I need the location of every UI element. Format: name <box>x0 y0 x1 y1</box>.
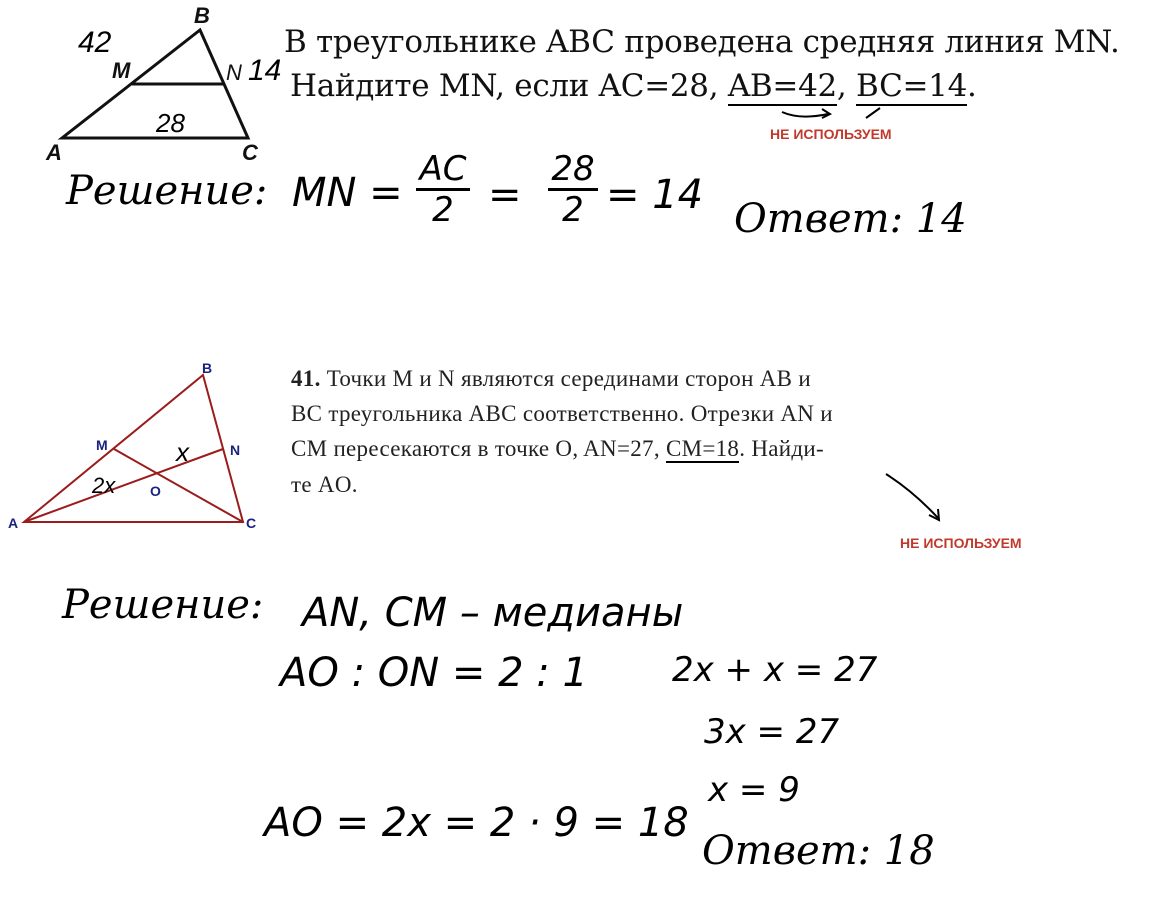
problem2-line1 <box>291 366 811 392</box>
not-used-tag-2: НЕ ИСПОЛЬЗУЕМ <box>900 535 1022 551</box>
triangle-abc-2 <box>24 375 243 522</box>
vertex-n2-label: N <box>230 442 241 458</box>
problem1-period: . <box>967 68 977 104</box>
problem1-separator: , <box>836 68 857 104</box>
vertex-o2-label: O <box>150 483 161 499</box>
vertex-m2-label: M <box>96 437 108 453</box>
fraction-numerator: AC <box>419 149 467 189</box>
problem2-line4: те AO. <box>291 472 358 497</box>
vertex-n-label: N <box>226 60 242 85</box>
bc-value-underlined: BC=14 <box>856 68 968 104</box>
vertex-b-label: B <box>194 3 210 28</box>
fraction2-denominator: 2 <box>562 190 584 230</box>
solution2-medians: AN, CM – медианы <box>302 590 684 636</box>
vertex-a-label: A <box>46 140 62 165</box>
handwritten-2x: 2x <box>92 473 116 498</box>
solution2-3x: 3x = 27 <box>704 712 840 752</box>
ab-value-underlined: AB=42 <box>727 68 837 104</box>
answer-1: Ответ: 14 <box>734 196 967 242</box>
problem1-line2 <box>290 68 977 104</box>
problem2-line1-text: Точки M и N являются серединами сторон AB и <box>320 366 811 391</box>
solution1-result: = 14 <box>606 172 704 218</box>
not-used-tag-1: НЕ ИСПОЛЬЗУЕМ <box>770 126 892 142</box>
solution1-mn: MN = <box>292 170 403 216</box>
solution1-equals: = <box>488 172 522 218</box>
triangle-figure-1 <box>40 0 290 170</box>
problem2-line3-suffix: . Найди- <box>739 436 824 461</box>
handwritten-28: 28 <box>156 108 185 138</box>
solution2-equation: 2x + x = 27 <box>672 650 878 690</box>
solution-label-2: Решение: <box>62 582 264 628</box>
vertex-a2-label: A <box>8 515 19 531</box>
problem1-line2-prefix: Найдите MN, если AC=28, <box>290 68 728 104</box>
handwritten-x: x <box>176 437 189 467</box>
cm-value-underlined: CM=18 <box>665 436 740 461</box>
fraction-ac-over-2 <box>412 150 474 229</box>
problem2-line3-prefix: CM пересекаются в точке O, AN=27, <box>291 436 666 461</box>
fraction-denominator: 2 <box>432 190 454 230</box>
vertex-b2-label: B <box>202 360 213 376</box>
solution2-ao: AO = 2x = 2 · 9 = 18 <box>264 800 689 846</box>
fraction2-numerator: 28 <box>551 149 595 189</box>
handwritten-14-side: 14 <box>248 54 282 87</box>
problem1-line1: В треугольнике ABC проведена средняя линия MN. <box>284 24 1120 60</box>
solution2-ratio: AO : ON = 2 : 1 <box>280 650 588 696</box>
solution-label-1: Решение: <box>66 168 268 214</box>
solution2-x: x = 9 <box>708 770 800 810</box>
problem2-line2: BC треугольника ABC соответственно. Отрезки AN и <box>291 401 833 426</box>
answer-2: Ответ: 18 <box>702 828 935 874</box>
handwritten-42: 42 <box>78 26 112 59</box>
not-used-arrow-2 <box>880 470 950 526</box>
vertex-c2-label: C <box>246 515 257 531</box>
triangle-figure-2 <box>0 355 275 540</box>
vertex-m-label: M <box>112 58 131 83</box>
median-an <box>24 449 223 522</box>
problem2-line3 <box>291 436 824 462</box>
vertex-c-label: C <box>242 140 258 165</box>
fraction-28-over-2 <box>544 150 602 229</box>
problem-number: 41. <box>291 366 321 391</box>
